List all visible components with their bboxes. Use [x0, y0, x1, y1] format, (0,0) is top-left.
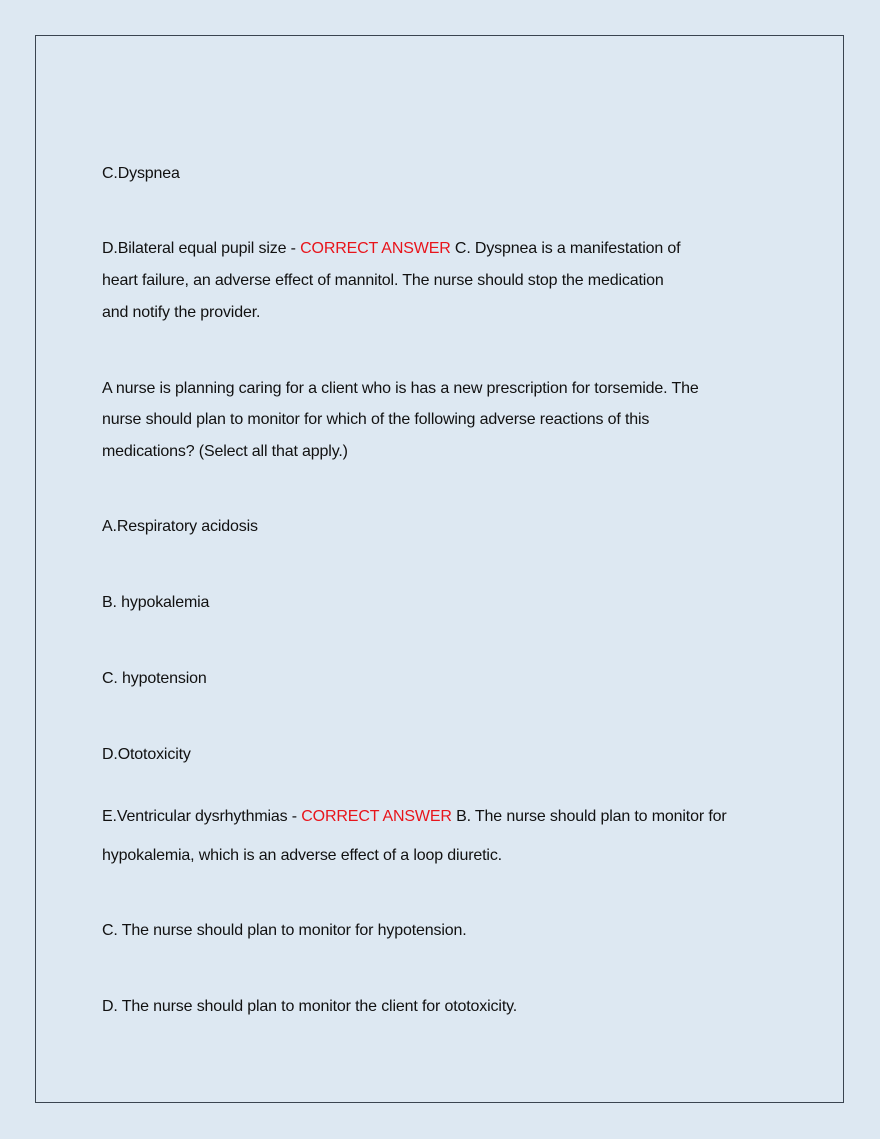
- option-c-dyspnea: C.Dyspnea: [102, 165, 180, 182]
- correct-answer-label: CORRECT ANSWER: [300, 240, 451, 257]
- correct-answer-label: CORRECT ANSWER: [301, 808, 452, 825]
- document-page: [35, 35, 844, 1103]
- option-text: D.Bilateral equal pupil size -: [102, 240, 301, 257]
- rationale-line: C. The nurse should plan to monitor for hypotension.: [102, 922, 467, 939]
- rationale-line: D. The nurse should plan to monitor the client for ototoxicity.: [102, 998, 518, 1015]
- option-text: E.Ventricular dysrhythmias -: [102, 808, 302, 825]
- rationale-text: B. The nurse should plan to monitor for: [451, 808, 727, 825]
- option-d-answer-line: [102, 238, 680, 260]
- rationale-line: and notify the provider.: [102, 304, 261, 321]
- question-line: medications? (Select all that apply.): [102, 443, 348, 460]
- option-c: C. hypotension: [102, 670, 207, 687]
- question-line: nurse should plan to monitor for which of the following adverse reactions of this: [102, 411, 650, 428]
- option-a: A.Respiratory acidosis: [102, 518, 258, 535]
- question-line: A nurse is planning caring for a client who is has a new prescription for torsemide. The: [102, 380, 699, 397]
- rationale-line: hypokalemia, which is an adverse effect of a loop diuretic.: [102, 847, 502, 864]
- rationale-text: C. Dyspnea is a manifestation of: [450, 240, 681, 257]
- option-e-answer-line: [102, 806, 727, 828]
- option-d: D.Ototoxicity: [102, 746, 191, 763]
- rationale-line: heart failure, an adverse effect of mannitol. The nurse should stop the medication: [102, 272, 664, 289]
- option-b: B. hypokalemia: [102, 594, 210, 611]
